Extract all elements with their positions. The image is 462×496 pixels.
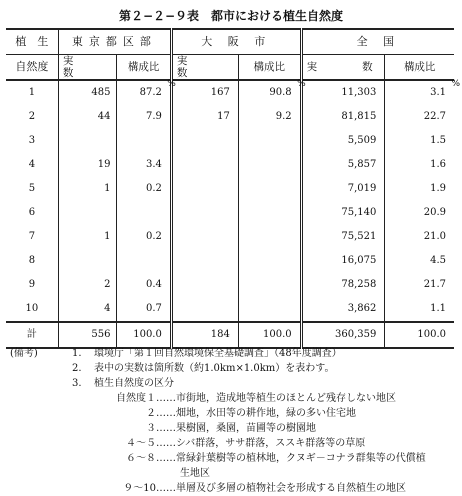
total-tokyo-count: 556 (58, 322, 117, 348)
note-text: 環境庁「第１回自然環境保全基礎調査」（48年度調査） (94, 348, 342, 359)
table-row (6, 129, 454, 153)
note-text: 表中の実数は箇所数（約1.0km×1.0km）を表わす。 (94, 363, 335, 374)
row-level: 1 (6, 80, 58, 105)
cell-osaka-ratio (238, 225, 301, 249)
cell-national-ratio: 1.5 (430, 135, 446, 146)
naturalness-class-item (10, 421, 458, 436)
cell-national-ratio: 20.9 (423, 207, 446, 218)
class-description: ……単層及び多層の植物社会を形成する自然植生の地区 (156, 483, 406, 494)
col-count-tokyo: 実 数 (58, 55, 117, 81)
cell-osaka-ratio (238, 273, 301, 297)
cell-osaka-count (171, 249, 238, 273)
cell-tokyo-count (58, 129, 117, 153)
naturalness-class-item (10, 406, 458, 421)
cell-national-ratio: 1.6 (430, 159, 446, 170)
cell-tokyo-count: 44 (58, 105, 117, 129)
note-text: 植生自然度の区分 (94, 378, 174, 389)
cell-osaka-ratio (238, 177, 301, 201)
total-national-ratio: 100.0 (385, 322, 454, 348)
row-level: 8 (6, 249, 58, 273)
cell-national-count: 78,258 (301, 273, 385, 297)
cell-osaka-ratio (238, 201, 301, 225)
table-row (6, 249, 454, 273)
vegetation-naturalness-table (6, 28, 460, 349)
cell-tokyo-count: 2 (58, 273, 117, 297)
note-number: 2. (72, 363, 82, 374)
cell-national-ratio: 21.7 (423, 279, 446, 290)
cell-osaka-count: 167 (171, 80, 238, 105)
cell-tokyo-count: 4 (58, 297, 117, 322)
class-level: ９～10 (123, 483, 156, 494)
cell-tokyo-ratio (117, 249, 171, 273)
class-level: ４～５ (126, 438, 156, 449)
cell-tokyo-count (58, 201, 117, 225)
cell-national-count: 5,509 (301, 129, 385, 153)
col-count-national: 実 数 (301, 55, 385, 81)
cell-national-count: 75,521 (301, 225, 385, 249)
table-title: 第２−２−９表 都市における植生自然度 (118, 9, 344, 23)
row-level: 5 (6, 177, 58, 201)
cell-osaka-count (171, 129, 238, 153)
naturalness-class-item (10, 391, 458, 406)
cell-osaka-ratio (238, 249, 301, 273)
cell-osaka-count (171, 297, 238, 322)
cell-osaka-count (171, 273, 238, 297)
class-description: ……市街地，造成地等植生のほとんど残存しない地区 (156, 393, 396, 404)
cell-national-ratio: 4.5 (430, 255, 446, 266)
group-national: 全 国 (301, 29, 454, 55)
table-row (6, 153, 454, 177)
cell-tokyo-ratio: 0.7 (117, 297, 171, 322)
cell-tokyo-count (58, 249, 117, 273)
note-number: 1. (72, 348, 82, 359)
cell-tokyo-ratio: 7.9 (117, 105, 171, 129)
cell-national-count: 5,857 (301, 153, 385, 177)
class-description-continued: 生地区 (180, 468, 210, 479)
cell-national-ratio: 22.7 (423, 111, 446, 122)
percent-mark: % (297, 79, 306, 89)
class-description: ……果樹園，桑園，苗圃等の樹園地 (156, 423, 316, 434)
total-national-count: 360,359 (301, 322, 385, 348)
row-label-naturalness: 自然度 (6, 55, 58, 81)
table-row (6, 297, 454, 322)
note-number: 3. (72, 378, 82, 389)
cell-tokyo-ratio: 87.2 % (117, 80, 171, 105)
table-row (6, 177, 454, 201)
cell-national-count: 7,019 (301, 177, 385, 201)
row-level: 10 (6, 297, 58, 322)
cell-osaka-ratio: 90.8 % (238, 80, 301, 105)
table-row (6, 273, 454, 297)
cell-national-ratio: 3.1 % (430, 79, 460, 98)
class-level: ３ (146, 423, 156, 434)
notes-label: (備考) (10, 348, 38, 359)
naturalness-class-item (10, 481, 458, 496)
total-label: 計 (6, 322, 58, 348)
notes-section (10, 346, 458, 496)
cell-tokyo-ratio (117, 201, 171, 225)
cell-osaka-count (171, 177, 238, 201)
cell-tokyo-count: 485 (58, 80, 117, 105)
col-ratio-osaka: 構成比 (238, 55, 301, 81)
cell-osaka-ratio (238, 153, 301, 177)
naturalness-class-continuation (10, 466, 458, 481)
cell-tokyo-ratio: 0.2 (117, 225, 171, 249)
cell-national-count: 11,303 (301, 80, 385, 105)
cell-tokyo-count: 1 (58, 225, 117, 249)
table-row (6, 201, 454, 225)
cell-national-ratio: 21.0 (423, 231, 446, 242)
row-label-vegetation: 植 生 (6, 29, 58, 55)
cell-tokyo-ratio: 0.2 (117, 177, 171, 201)
percent-mark: % (451, 79, 460, 89)
total-tokyo-ratio: 100.0 (117, 322, 171, 348)
group-osaka: 大 阪 市 (171, 29, 301, 55)
cell-national-count: 81,815 (301, 105, 385, 129)
cell-tokyo-count: 19 (58, 153, 117, 177)
cell-tokyo-ratio (117, 129, 171, 153)
cell-osaka-ratio (238, 297, 301, 322)
percent-mark: % (167, 79, 176, 89)
row-level: 6 (6, 201, 58, 225)
cell-osaka-ratio: 9.2 (238, 105, 301, 129)
cell-national-ratio: 1.1 (430, 303, 446, 314)
class-description: ……常緑針葉樹等の植林地，クヌギ－コナラ群集等の代償植 (156, 453, 426, 464)
cell-tokyo-count: 1 (58, 177, 117, 201)
class-description: ……畑地，水田等の耕作地，緑の多い住宅地 (156, 408, 356, 419)
cell-osaka-ratio (238, 129, 301, 153)
cell-osaka-count (171, 153, 238, 177)
cell-osaka-count: 17 (171, 105, 238, 129)
group-tokyo: 東京都区部 (58, 29, 171, 55)
col-count-osaka: 実 数 (171, 55, 238, 81)
row-level: 9 (6, 273, 58, 297)
table-row (6, 225, 454, 249)
cell-national-count: 75,140 (301, 201, 385, 225)
cell-national-ratio: 1.9 (430, 183, 446, 194)
col-ratio-national: 構成比 (385, 55, 454, 81)
row-level: 7 (6, 225, 58, 249)
col-ratio-tokyo: 構成比 (117, 55, 171, 81)
naturalness-class-item (10, 451, 458, 466)
cell-osaka-count (171, 201, 238, 225)
cell-tokyo-ratio: 3.4 (117, 153, 171, 177)
naturalness-class-item (10, 436, 458, 451)
class-level: ６～８ (126, 453, 156, 464)
cell-national-count: 3,862 (301, 297, 385, 322)
class-level: ２ (146, 408, 156, 419)
total-osaka-count: 184 (171, 322, 238, 348)
row-level: 3 (6, 129, 58, 153)
total-osaka-ratio: 100.0 (238, 322, 301, 348)
class-description: ……シバ群落，ササ群落，ススキ群落等の草原 (156, 438, 366, 449)
table-row (6, 105, 454, 129)
cell-osaka-count (171, 225, 238, 249)
cell-national-count: 16,075 (301, 249, 385, 273)
class-level: 自然度１ (116, 393, 156, 404)
table-row (6, 80, 454, 105)
row-level: 2 (6, 105, 58, 129)
row-level: 4 (6, 153, 58, 177)
cell-tokyo-ratio: 0.4 (117, 273, 171, 297)
